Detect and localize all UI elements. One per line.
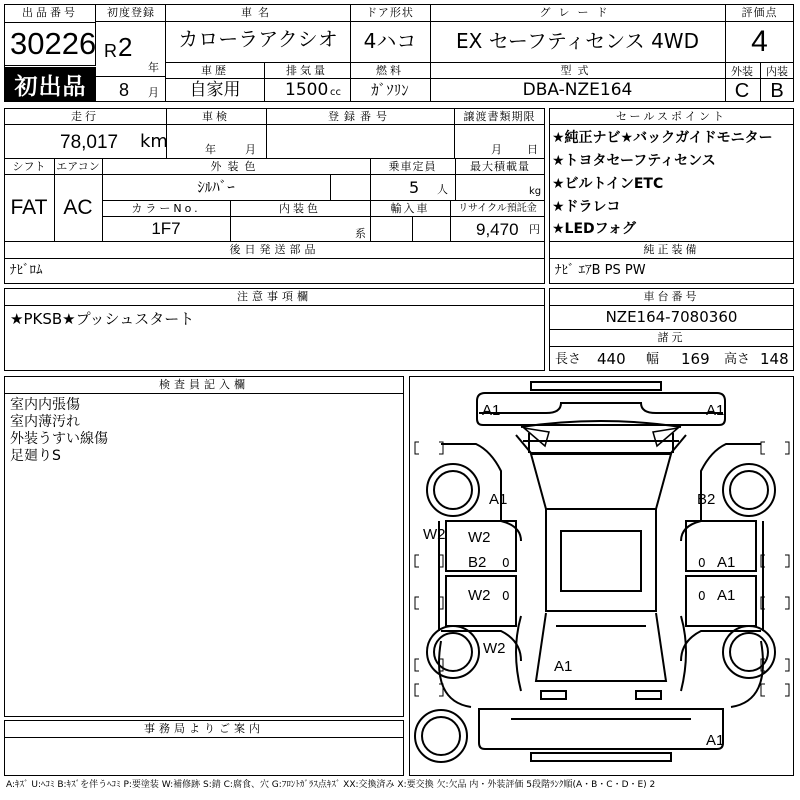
capacity-unit: 人 xyxy=(437,183,448,196)
reg-month: 8 xyxy=(119,80,130,100)
mark-rear-bumper: A1 xyxy=(706,732,725,749)
sales-point-item: ★ドラレコ xyxy=(552,199,621,215)
reg-no-label: 登録番号 xyxy=(328,110,392,123)
displacement-label: 排気量 xyxy=(286,64,328,77)
mark-fender-left: W2 xyxy=(423,526,446,543)
model-label: 型式 xyxy=(560,64,595,77)
height-label: 高さ xyxy=(724,352,751,367)
office-label: 事務局よりご案内 xyxy=(144,722,264,735)
mark-fender-right: B2 xyxy=(697,491,716,508)
exterior-grade-label: 外装 xyxy=(731,65,753,78)
mark-hood: A1 xyxy=(489,491,508,508)
lot-number-cell xyxy=(4,4,96,66)
width: 169 xyxy=(681,350,710,368)
zero-mark: 0 xyxy=(698,556,706,570)
score-label: 評価点 xyxy=(741,6,778,19)
mark-quarter-left: W2 xyxy=(483,640,506,657)
lot-number: 30226 xyxy=(10,26,97,61)
shift-label: シフト xyxy=(12,160,46,173)
mark-front-door-right: A1 xyxy=(717,554,736,571)
length-label: 長さ xyxy=(555,352,582,367)
later-parts-label: 後日発送部品 xyxy=(229,243,320,256)
int-color-label: 内装色 xyxy=(279,202,321,215)
damage-diagram xyxy=(409,376,794,776)
ext-color-label: 外装色 xyxy=(210,160,262,173)
inspector-line: 外装うすい線傷 xyxy=(10,431,108,447)
shift: FAT xyxy=(10,196,48,219)
chassis-label: 車台番号 xyxy=(643,290,700,303)
year-unit: 年 xyxy=(148,61,159,74)
zero-mark: 0 xyxy=(698,589,706,603)
mark-front-door-left-1: W2 xyxy=(468,529,491,546)
color-no: 1F7 xyxy=(151,219,181,238)
height: 148 xyxy=(760,350,789,368)
sales-point-item: ★ビルトインETC xyxy=(552,176,664,192)
transfer-day-unit: 日 xyxy=(527,143,538,156)
displacement-unit: cc xyxy=(330,87,341,98)
mark-front-door-left-2: B2 xyxy=(468,554,487,571)
width-label: 幅 xyxy=(646,352,660,367)
max-load-unit: kg xyxy=(529,186,542,197)
interior-grade: B xyxy=(770,80,784,102)
transfer-docs-label: 譲渡書類期限 xyxy=(463,110,536,123)
inspector-label: 検査員記入欄 xyxy=(159,378,249,391)
capacity-label: 乗車定員 xyxy=(388,160,437,173)
exterior-grade: C xyxy=(734,80,750,102)
color-no-label: カラーNo. xyxy=(131,202,201,215)
mileage: 78,017 xyxy=(60,132,119,153)
sales-points-label: セールスポイント xyxy=(615,110,727,123)
first-reg-label: 初度登録 xyxy=(107,6,155,19)
recycle-amount: 9,470 xyxy=(476,220,519,239)
car-outline xyxy=(410,377,795,777)
mark-front-left: A1 xyxy=(482,402,501,419)
month-unit: 月 xyxy=(148,86,159,99)
fuel: ｶﾞｿﾘﾝ xyxy=(371,81,409,99)
inspector-line: 室内薄汚れ xyxy=(10,414,80,430)
grade: EX セーフティセンス 4WD xyxy=(456,29,699,53)
capacity: 5 xyxy=(409,178,420,197)
car-name: カローラアクシオ xyxy=(178,27,338,51)
mark-rear-door-left: W2 xyxy=(468,587,491,604)
history-label: 車歴 xyxy=(201,64,229,77)
recycle-unit: 円 xyxy=(529,223,540,236)
grade-label: グレード xyxy=(539,6,616,19)
fuel-label: 燃料 xyxy=(376,64,404,77)
notes-text: ★PKSB★プッシュスタート xyxy=(10,310,195,328)
first-listing-text: 初出品 xyxy=(14,73,87,100)
equipment-label: 純正装備 xyxy=(643,243,700,256)
ac: AC xyxy=(63,196,93,219)
recycle-label: リサイクル預託金 xyxy=(458,203,537,214)
transfer-month-unit: 月 xyxy=(491,143,502,156)
inspection-month-unit: 月 xyxy=(245,143,256,156)
door-type: 4ハコ xyxy=(363,29,417,53)
inspector-line: 足廻りS xyxy=(10,448,61,464)
ext-color: ｼﾙﾊﾞｰ xyxy=(197,178,235,196)
equipment: ﾅﾋﾞ ｴｱB PS PW xyxy=(555,263,646,278)
chassis-number: NZE164-7080360 xyxy=(605,308,738,326)
car-name-label: 車名 xyxy=(241,6,275,19)
int-color-unit: 系 xyxy=(355,227,366,240)
sales-point-item: ★トヨタセーフティセンス xyxy=(552,153,716,169)
mark-trunk: A1 xyxy=(554,658,573,675)
legend: A:ｷｽﾞ U:ﾍｺﾐ B:ｷｽﾞを伴うﾍｺﾐ P:要塗装 W:補修跡 S:錆 C:腐食、穴 G:ﾌﾛﾝﾄｶﾞﾗｽ点ｷｽﾞ XX:交換済み X:要交換 欠:欠品 内・外装評価 5段階ﾗﾝｸ順(A・B・C・D・E) 2 xyxy=(6,780,656,790)
import-label: 輸入車 xyxy=(390,202,430,215)
inspector-line: 室内内張傷 xyxy=(10,397,80,413)
reg-year: 2 xyxy=(118,32,133,62)
model: DBA-NZE164 xyxy=(522,80,633,100)
sales-point-item: ★純正ナビ★バックガイドモニター xyxy=(552,130,773,146)
later-parts: ﾅﾋﾞﾛﾑ xyxy=(10,263,43,278)
history: 自家用 xyxy=(189,80,241,100)
notes-label: 注意事項欄 xyxy=(237,290,312,303)
mark-rear-door-right: A1 xyxy=(717,587,736,604)
displacement: 1500 xyxy=(285,80,329,100)
max-load-label: 最大積載量 xyxy=(470,160,530,173)
lot-number-label: 出品番号 xyxy=(22,6,78,19)
score: 4 xyxy=(751,25,768,58)
door-label: ドア形状 xyxy=(366,6,414,19)
dims-label: 諸元 xyxy=(657,331,686,344)
zero-mark: 0 xyxy=(502,556,510,570)
era: R xyxy=(104,41,117,61)
first-listing-badge xyxy=(5,67,96,101)
interior-grade-label: 内装 xyxy=(766,65,788,78)
inspection-year-unit: 年 xyxy=(205,143,216,156)
ac-label: エアコン xyxy=(56,160,100,173)
mileage-label: 走行 xyxy=(71,110,99,123)
mark-front-right: A1 xyxy=(706,402,725,419)
sales-point-item: ★LEDフォグ xyxy=(552,221,636,237)
mileage-unit: km xyxy=(140,131,168,152)
inspection-label: 車検 xyxy=(202,110,230,123)
zero-mark: 0 xyxy=(502,589,510,603)
length: 440 xyxy=(597,350,626,368)
